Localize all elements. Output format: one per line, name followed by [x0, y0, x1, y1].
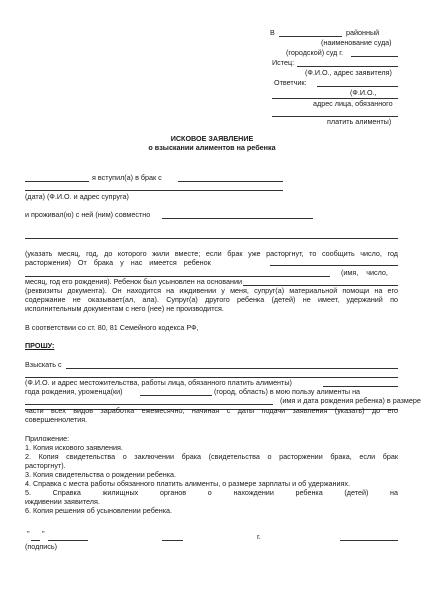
amount-text: (имя и дата рождения ребенка) в размере	[280, 396, 421, 405]
body-line-5: (реквизиты документа). Он находится на иждивении у меня, супруг(а) материальной помощи на его	[25, 286, 398, 295]
attachment-6: 6. Копия решения об усыновлении ребенка.	[25, 506, 173, 515]
law-reference: В соответствии со ст. 80, 81 Семейного кодекса РФ,	[25, 323, 199, 332]
body-line-3-end: (имя, число,	[341, 268, 388, 277]
request-heading: ПРОШУ:	[25, 341, 55, 350]
body-line-2	[25, 258, 398, 267]
collect-hint: (Ф.И.О. и адрес местожительства, работы лица, обязанного платить алименты)	[25, 378, 292, 387]
plaintiff-label: Истец:	[272, 58, 295, 67]
signature-label: (подпись)	[25, 542, 57, 551]
defendant-address-hint: адрес лица, обязанного	[313, 99, 393, 108]
collect-from-label: Взыскать с	[25, 360, 62, 369]
attachment-5-cont: иждивении заявителя.	[25, 497, 100, 506]
attachments-heading: Приложение:	[25, 434, 70, 443]
cohabitation-text: и проживал(ю) с ней (ним) совместно	[25, 210, 151, 219]
marriage-text: я вступил(а) в брак с	[92, 173, 162, 182]
defendant-hint: (Ф.И.О.,	[350, 88, 377, 97]
attachment-5: 5. Справка жилищных органов о нахождении ребенка (детей) на	[25, 488, 398, 497]
child-line	[270, 258, 398, 266]
body-line-4: месяц, год его рождения). Ребенок был усыновлен на основании	[25, 277, 242, 286]
year-suffix: г.	[257, 532, 261, 541]
collect-from-line	[66, 368, 398, 369]
attachment-2-cont: расторгнут).	[25, 461, 66, 470]
plaintiff-line	[297, 66, 398, 67]
date-quote-open: "	[27, 529, 30, 538]
body-line-2-text: расторжения) От брака у нас имеется ребенок	[25, 258, 211, 267]
plaintiff-hint: (Ф.И.О., адрес заявителя)	[305, 68, 392, 77]
court-line	[279, 36, 342, 37]
birthplace-line	[140, 395, 212, 396]
spouse-line-2	[25, 190, 283, 191]
document-subtitle: о взыскании алиментов на ребенка	[148, 143, 276, 152]
month-line	[48, 540, 88, 541]
alimony-text: (город, область) в мою пользу алименты на	[214, 387, 361, 396]
defendant-line	[317, 86, 398, 87]
document-title: ИСКОВОЕ ЗАЯВЛЕНИЕ	[170, 134, 254, 143]
defendant-label: Ответчик:	[274, 78, 307, 87]
signature-line	[340, 540, 398, 541]
date-quote-close: "	[42, 529, 45, 538]
majority-text: совершеннолетия.	[25, 415, 88, 424]
attachment-4: 4. Справка с места работы обязанного платить алименты, о размере зарплаты и об удержаниях.	[25, 479, 351, 488]
child-name-line	[25, 404, 273, 405]
city-court-label: (городской) суд г.	[286, 48, 343, 57]
city-line	[351, 56, 398, 57]
body-line-7: исполнительным документам с него (нее) не производится.	[25, 304, 224, 313]
court-suffix: районный	[346, 28, 380, 37]
defendant-address-hint-2: платить алименты)	[327, 117, 392, 126]
date-line	[25, 181, 89, 182]
court-name-hint: (наименование суда)	[321, 38, 392, 47]
earnings-text: части всех видов заработка ежемесячно, начиная с даты подачи заявления (указать) до его	[25, 406, 398, 415]
year-line	[162, 540, 183, 541]
court-prefix: В	[270, 28, 275, 37]
spouse-line	[178, 181, 283, 182]
body-line-1: (указать месяц, год, до которого жили вместе; если брак уже расторгнут, то сообщить число, год	[25, 249, 398, 258]
attachment-2: 2. Копия свидетельства о заключении брака (свидетельства о расторжении брака, если брак	[25, 452, 398, 461]
cohabitation-line	[162, 218, 313, 219]
body-line-6: содержание не оказывает(ал, ала). Супруг(а) другого ребенка (детей) не имеет, удержаний по	[25, 295, 398, 304]
spouse-hint: (дата) (Ф.И.О. и адрес супруга)	[25, 192, 129, 201]
birthplace-text: года рождения, уроженца(ки)	[25, 387, 123, 396]
day-line	[31, 540, 40, 541]
attachment-1: 1. Копия искового заявления.	[25, 443, 123, 452]
cohabitation-line-2	[25, 238, 398, 239]
attachment-3: 3. Копия свидетельства о рождении ребенка.	[25, 470, 176, 479]
